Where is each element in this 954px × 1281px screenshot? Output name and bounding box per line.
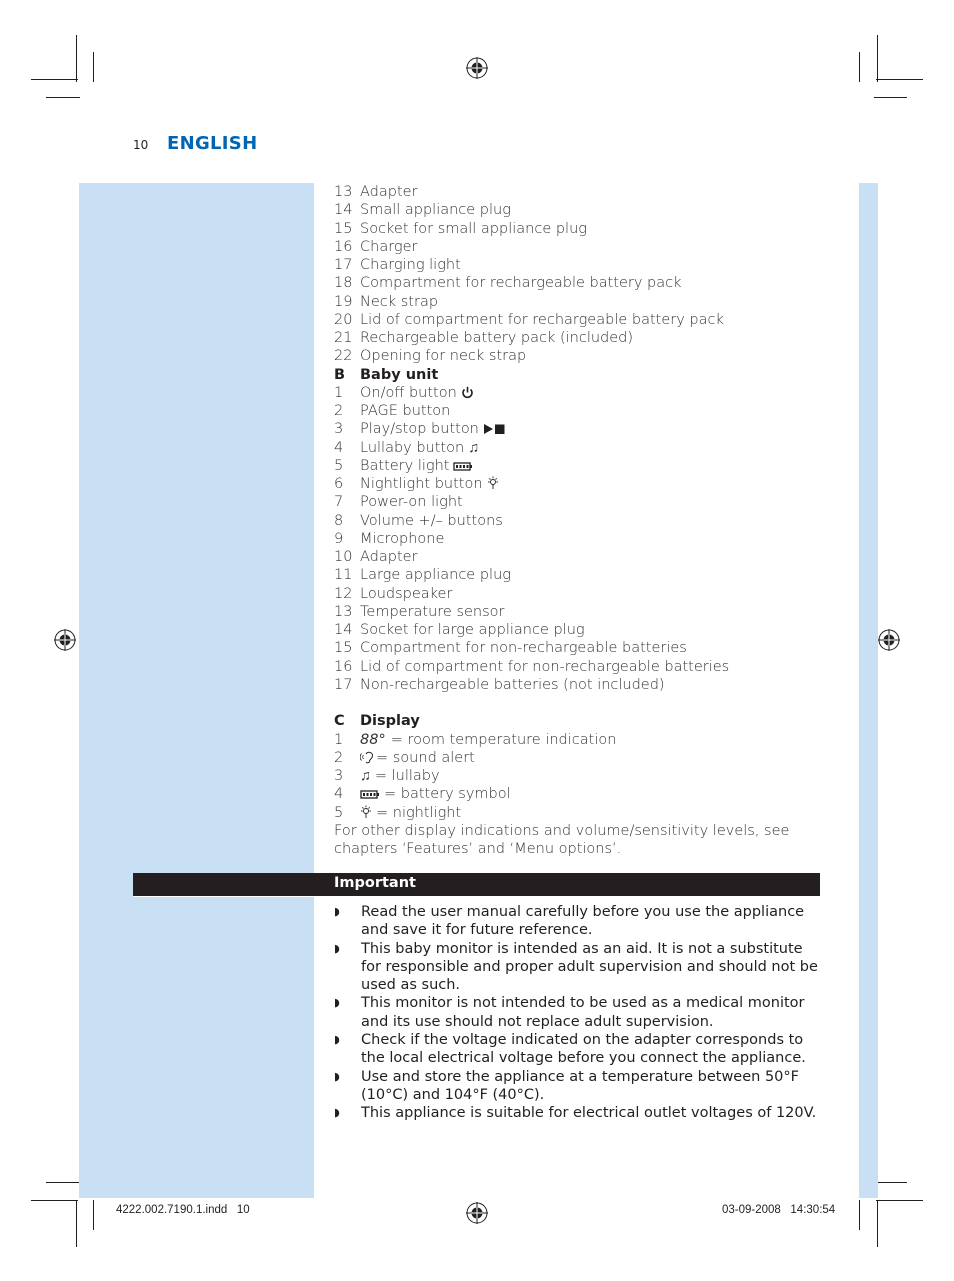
list-item: ◗ This appliance is suitable for electrical outlet voltages of 120V.	[334, 1105, 817, 1122]
crop-mark	[859, 52, 860, 82]
list-item: 2 = sound alert	[334, 749, 475, 766]
crop-mark	[31, 1200, 78, 1201]
crop-mark	[76, 35, 77, 82]
list-item: 4 Lullaby button ♫	[334, 439, 480, 456]
sound-alert-icon	[360, 749, 374, 767]
temperature-segment-symbol: 88°	[360, 731, 386, 748]
bullet-icon: ◗	[334, 941, 340, 955]
list-item: 19 Neck strap	[334, 293, 439, 310]
crop-mark	[877, 35, 878, 82]
list-item: 5 Battery light	[334, 457, 834, 475]
list-item: 9 Microphone	[334, 530, 445, 547]
music-note-icon: ♫	[360, 768, 371, 784]
list-item: ◗ Check if the voltage indicated on the adapter corresponds to the local electrical voltage before you connect the appliance.	[334, 1032, 806, 1067]
page-number: 10	[133, 138, 149, 152]
list-item: 3 ♫ = lullaby	[334, 768, 440, 784]
list-item: ◗ Read the user manual carefully before you use the appliance and save it for future reference.	[334, 904, 805, 939]
list-item: 6 Nightlight button	[334, 475, 834, 493]
list-item: ◗ This baby monitor is intended as an aid. It is not a substitute for responsible and proper adult supervision and should not be used as such.	[334, 940, 818, 994]
list-item: 2 PAGE button	[334, 403, 451, 419]
footer-file: 4222.002.7190.1.indd 10	[116, 1204, 250, 1216]
list-item: 18 Compartment for rechargeable battery pack	[334, 275, 682, 292]
crop-mark	[859, 1200, 860, 1230]
registration-mark-icon	[878, 629, 900, 651]
bullet-icon: ◗	[334, 996, 340, 1010]
crop-mark	[93, 1200, 94, 1230]
crop-mark	[93, 52, 94, 82]
display-note: For other display indications and volume/sensitivity levels, see chapters ‘Features’ and ‘Menu options’.	[334, 822, 790, 858]
nightlight-icon	[487, 475, 499, 493]
crop-mark	[46, 1182, 80, 1183]
bullet-icon: ◗	[334, 1106, 340, 1120]
list-item: 21 Rechargeable battery pack (included)	[334, 330, 634, 346]
list-item: 15 Compartment for non-rechargeable batteries	[334, 640, 687, 657]
list-item: 1 On/off button	[334, 384, 834, 402]
list-item: 15 Socket for small appliance plug	[334, 220, 587, 237]
section-title: ENGLISH	[167, 133, 258, 154]
list-item: 13 Temperature sensor	[334, 603, 505, 620]
crop-mark	[877, 1200, 878, 1247]
list-item: 7 Power-on light	[334, 494, 463, 511]
list-item: 20 Lid of compartment for rechargeable battery pack	[334, 311, 724, 328]
divider	[133, 896, 314, 897]
crop-mark	[876, 1200, 923, 1201]
list-item: 4 = battery symbol	[334, 786, 511, 803]
list-item: ◗ This monitor is not intended to be used as a medical monitor and its use should not replace adult supervision.	[334, 995, 805, 1030]
battery-icon	[453, 457, 473, 475]
list-item: 8 Volume +/– buttons	[334, 512, 503, 529]
list-item: 10 Adapter	[334, 549, 418, 565]
list-item: 13 Adapter	[334, 184, 418, 200]
battery-icon	[360, 785, 380, 803]
crop-mark	[874, 1182, 907, 1183]
important-heading-bar	[133, 873, 820, 896]
bullet-icon: ◗	[334, 1033, 340, 1047]
music-note-icon: ♫	[468, 439, 480, 456]
list-item: 16 Charger	[334, 238, 418, 255]
crop-mark	[76, 1200, 77, 1247]
list-item: 1 88° = room temperature indication	[334, 731, 617, 748]
bullet-icon: ◗	[334, 905, 340, 918]
registration-mark-icon	[54, 629, 76, 651]
crop-mark	[876, 79, 923, 80]
power-icon	[461, 384, 474, 402]
list-item: 12 Loudspeaker	[334, 585, 453, 602]
section-heading-display: C Display	[334, 713, 420, 730]
important-list	[334, 903, 824, 1123]
important-heading: Important	[334, 875, 416, 891]
footer-timestamp: 03-09-2008 14:30:54	[722, 1204, 836, 1216]
list-item: 5 = nightlight	[334, 804, 462, 821]
right-margin-panel	[859, 183, 878, 1198]
crop-mark	[46, 97, 80, 98]
nightlight-icon	[360, 804, 372, 822]
play-stop-icon	[483, 420, 507, 438]
list-item: 14 Small appliance plug	[334, 202, 511, 219]
registration-mark-icon	[466, 1202, 488, 1224]
list-item: 14 Socket for large appliance plug	[334, 622, 585, 638]
list-item: 16 Lid of compartment for non-rechargeable batteries	[334, 658, 730, 675]
crop-mark	[874, 97, 907, 98]
list-item: 11 Large appliance plug	[334, 567, 511, 584]
list-item: 3 Play/stop button	[334, 420, 834, 438]
list-item: 17 Charging light	[334, 257, 461, 273]
list-item: ◗ Use and store the appliance at a temperature between 50°F (10°C) and 104°F (40°C).	[334, 1068, 799, 1103]
bullet-icon: ◗	[334, 1069, 340, 1083]
parts-list	[334, 183, 834, 859]
section-heading-baby-unit: B Baby unit	[334, 366, 439, 383]
list-item: 22 Opening for neck strap	[334, 348, 527, 365]
left-margin-panel	[79, 183, 314, 1198]
registration-mark-icon	[466, 57, 488, 79]
list-item: 17 Non-rechargeable batteries (not included)	[334, 676, 665, 693]
crop-mark	[31, 79, 78, 80]
